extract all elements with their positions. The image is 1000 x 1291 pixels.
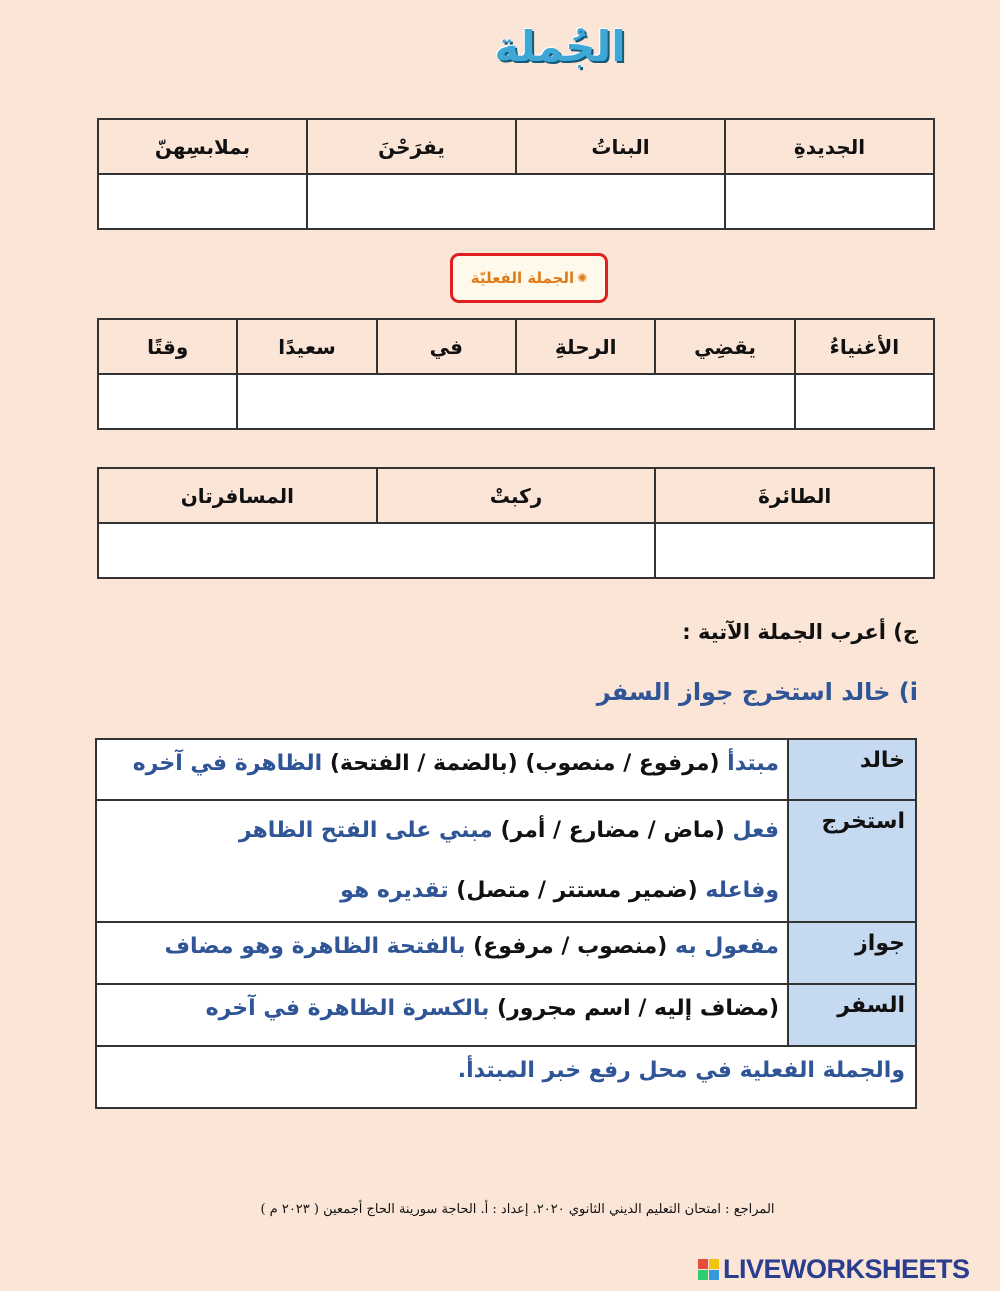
word-cell: وقتًا	[98, 319, 237, 374]
answer-input-cell[interactable]	[98, 523, 655, 578]
word-cell: يفرَحْنَ	[307, 119, 516, 174]
question-heading: ج) أعرب الجملة الآتية :	[682, 620, 918, 644]
answer-input-cell[interactable]	[307, 174, 725, 229]
word-cell: سعيدًا	[237, 319, 376, 374]
word-cell: يقضِي	[655, 319, 794, 374]
word-cell: الرحلةِ	[516, 319, 655, 374]
irab-word: استخرج	[788, 800, 916, 922]
star-icon: ✺	[577, 271, 588, 285]
choice-option[interactable]: (منصوب / مرفوع)	[465, 934, 668, 959]
word-cell: الجديدةِ	[725, 119, 934, 174]
page-title: الجُملة	[494, 22, 626, 71]
logo-cubes-icon	[698, 1259, 719, 1280]
answer-input-cell[interactable]	[725, 174, 934, 229]
logo-cube	[709, 1259, 719, 1269]
word-cell: بملابسِهنّ	[98, 119, 307, 174]
irab-word: خالد	[788, 739, 916, 800]
logo-cube	[698, 1259, 708, 1269]
irab-answer: مفعول به (منصوب / مرفوع) بالفتحة الظاهرة وهو مضاف	[96, 922, 788, 984]
brand-name: LIVEWORKSHEETS	[723, 1254, 970, 1284]
question-sentence: i) خالد استخرج جواز السفر	[596, 678, 918, 706]
choice-option[interactable]: (ماض / مضارع / أمر)	[492, 818, 725, 843]
irab-answer: (مضاف إليه / اسم مجرور) بالكسرة الظاهرة في آخره	[96, 984, 788, 1046]
references-footer: المراجع : امتحان التعليم الديني الثانوي ٢٠٢٠. إعداد : أ. الحاجة سورينة الحاج أجمعين ( ٢٠٢٣ م )	[260, 1202, 775, 1217]
answer-input-cell[interactable]	[98, 374, 237, 429]
answer-input-cell[interactable]	[655, 523, 934, 578]
irab-word: السفر	[788, 984, 916, 1046]
answer-input-cell[interactable]	[237, 374, 794, 429]
irab-answer: فعل (ماض / مضارع / أمر) مبني على الفتح الظاهر وفاعله (ضمير مستتر / متصل) تقديره هو	[96, 800, 788, 922]
word-cell: الأغنياءُ	[795, 319, 934, 374]
irab-answer: مبتدأ (مرفوع / منصوب) (بالضمة / الفتحة) الظاهرة في آخره	[96, 739, 788, 800]
irab-final-statement: والجملة الفعلية في محل رفع خبر المبتدأ.	[96, 1046, 916, 1108]
word-cell: البناتُ	[516, 119, 725, 174]
word-cell: ركبتْ	[377, 468, 656, 523]
sentence-table-3	[97, 467, 935, 579]
logo-cube	[698, 1270, 708, 1280]
word-cell: الطائرةَ	[655, 468, 934, 523]
choice-option[interactable]: (ضمير مستتر / متصل)	[448, 878, 698, 903]
badge-label: الجملة الفعليّة	[470, 269, 575, 287]
irab-word: جواز	[788, 922, 916, 984]
liveworksheets-logo	[698, 1254, 970, 1285]
irab-table	[95, 738, 917, 1109]
verbal-sentence-badge	[450, 253, 608, 303]
answer-input-cell[interactable]	[98, 174, 307, 229]
answer-input-cell[interactable]	[795, 374, 934, 429]
sentence-table-1	[97, 118, 935, 230]
sentence-table-2	[97, 318, 935, 430]
choice-option[interactable]: (مضاف إليه / اسم مجرور)	[489, 996, 779, 1021]
word-cell: في	[377, 319, 516, 374]
logo-cube	[709, 1270, 719, 1280]
word-cell: المسافرتان	[98, 468, 377, 523]
choice-option[interactable]: (مرفوع / منصوب) (بالضمة / الفتحة)	[322, 751, 720, 776]
